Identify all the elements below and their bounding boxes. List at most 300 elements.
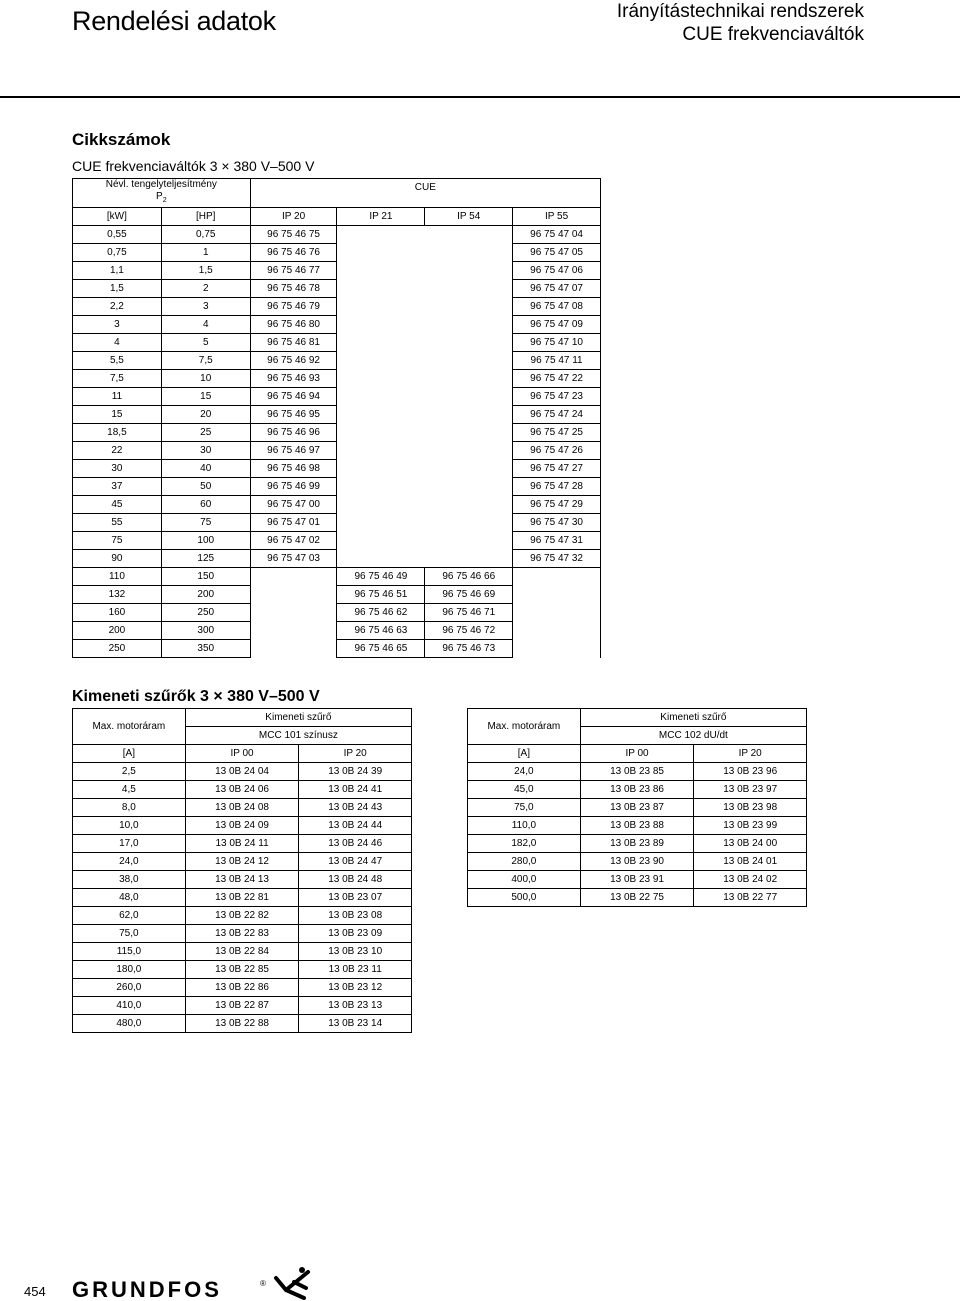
filter2-column-header-row <box>468 745 807 763</box>
filter2-cell: 182,0 <box>468 835 581 853</box>
filter1-cell: 260,0 <box>73 979 186 997</box>
cue-cell: 1,5 <box>161 262 250 280</box>
header-category: Irányítástechnikai rendszerek <box>616 1 864 22</box>
cue-row <box>73 424 601 442</box>
filter1-cell: 13 0B 22 82 <box>185 907 299 925</box>
filter1-cell: 13 0B 22 87 <box>185 997 299 1015</box>
cue-cell <box>425 334 513 352</box>
filter1-cell: 13 0B 24 39 <box>299 763 412 781</box>
cue-cell <box>337 406 425 424</box>
cue-row <box>73 280 601 298</box>
cue-cell: 96 75 47 27 <box>513 460 601 478</box>
cue-cell: 150 <box>161 568 250 586</box>
cue-column-header: [HP] <box>161 208 250 226</box>
cue-cell <box>425 442 513 460</box>
cue-cell <box>425 550 513 568</box>
filter2-cell: 13 0B 22 75 <box>580 889 694 907</box>
cue-cell: 110 <box>73 568 162 586</box>
cue-column-header: [kW] <box>73 208 162 226</box>
cue-cell: 200 <box>161 586 250 604</box>
cue-cell <box>425 406 513 424</box>
cue-cell: 96 75 47 08 <box>513 298 601 316</box>
cue-cell: 96 75 47 02 <box>250 532 337 550</box>
cue-cell <box>337 532 425 550</box>
cue-cell <box>425 316 513 334</box>
cue-cell: 96 75 47 03 <box>250 550 337 568</box>
filter1-cell: 13 0B 22 85 <box>185 961 299 979</box>
cue-cell: 11 <box>73 388 162 406</box>
cue-table <box>72 178 601 658</box>
filter2-column-header: IP 20 <box>694 745 807 763</box>
filter2-row <box>468 763 807 781</box>
filter2-row <box>468 853 807 871</box>
cue-cell: 96 75 46 76 <box>250 244 337 262</box>
filter-table-mcc102 <box>467 708 807 907</box>
filter1-cell: 62,0 <box>73 907 186 925</box>
cue-cell: 2 <box>161 280 250 298</box>
cue-cell <box>337 334 425 352</box>
cue-cell: 96 75 46 73 <box>425 640 513 658</box>
filter1-row <box>73 943 412 961</box>
filter2-cell: 13 0B 23 85 <box>580 763 694 781</box>
cue-cell: 96 75 47 22 <box>513 370 601 388</box>
cue-cell: 96 75 46 77 <box>250 262 337 280</box>
cue-cell: 96 75 47 06 <box>513 262 601 280</box>
filter1-cell: 13 0B 23 13 <box>299 997 412 1015</box>
filter1-row <box>73 907 412 925</box>
filter1-row <box>73 925 412 943</box>
filter2-cell: 13 0B 23 98 <box>694 799 807 817</box>
filter2-row <box>468 889 807 907</box>
cue-cell: 1 <box>161 244 250 262</box>
filter1-cell: 13 0B 24 06 <box>185 781 299 799</box>
filter1-cell: 13 0B 22 86 <box>185 979 299 997</box>
cue-cell: 50 <box>161 478 250 496</box>
filter2-cell: 280,0 <box>468 853 581 871</box>
cue-cell: 350 <box>161 640 250 658</box>
filter1-cell: 24,0 <box>73 853 186 871</box>
logo-registered-mark: ® <box>260 1279 266 1288</box>
filter1-cell: 13 0B 24 43 <box>299 799 412 817</box>
filter1-cell: 13 0B 24 44 <box>299 817 412 835</box>
grundfos-logo <box>72 1264 317 1300</box>
cue-cell <box>337 352 425 370</box>
cue-cell: 7,5 <box>161 352 250 370</box>
cue-cell: 96 75 46 66 <box>425 568 513 586</box>
filter2-header-model: MCC 102 dU/dt <box>580 727 806 745</box>
filter2-cell: 13 0B 23 88 <box>580 817 694 835</box>
filter1-cell: 13 0B 22 84 <box>185 943 299 961</box>
header-right <box>617 0 864 46</box>
cue-cell: 15 <box>73 406 162 424</box>
filter2-cell: 110,0 <box>468 817 581 835</box>
filter1-cell: 10,0 <box>73 817 186 835</box>
cue-cell <box>337 388 425 406</box>
filter1-cell: 13 0B 24 13 <box>185 871 299 889</box>
cue-header-power-sub: 2 <box>162 197 167 204</box>
filter1-cell: 13 0B 24 12 <box>185 853 299 871</box>
cue-cell: 0,75 <box>161 226 250 244</box>
filter1-cell: 13 0B 24 46 <box>299 835 412 853</box>
cue-row <box>73 406 601 424</box>
cue-cell: 100 <box>161 532 250 550</box>
cue-cell: 3 <box>161 298 250 316</box>
filter2-cell: 13 0B 23 91 <box>580 871 694 889</box>
cue-cell: 96 75 47 29 <box>513 496 601 514</box>
filter-table-mcc101 <box>72 708 412 1033</box>
filter1-cell: 180,0 <box>73 961 186 979</box>
cue-header-power-label: Névl. tengelyteljesítmény <box>105 179 217 190</box>
cue-row <box>73 262 601 280</box>
cue-cell: 160 <box>73 604 162 622</box>
filter1-cell: 13 0B 23 08 <box>299 907 412 925</box>
cue-row <box>73 550 601 568</box>
cue-cell: 96 75 46 99 <box>250 478 337 496</box>
filter1-cell: 480,0 <box>73 1015 186 1033</box>
cue-row <box>73 604 601 622</box>
filter2-row <box>468 781 807 799</box>
filter1-row <box>73 835 412 853</box>
cue-cell: 96 75 47 11 <box>513 352 601 370</box>
cue-row <box>73 640 601 658</box>
cue-cell <box>337 496 425 514</box>
cue-cell: 96 75 47 00 <box>250 496 337 514</box>
cue-cell <box>425 388 513 406</box>
cue-cell <box>513 604 601 622</box>
cue-cell: 96 75 46 97 <box>250 442 337 460</box>
filter2-cell: 400,0 <box>468 871 581 889</box>
filter2-header-group: Kimeneti szűrő <box>580 709 806 727</box>
cue-cell: 7,5 <box>73 370 162 388</box>
cue-cell <box>425 352 513 370</box>
cue-cell: 5,5 <box>73 352 162 370</box>
cue-cell: 96 75 46 81 <box>250 334 337 352</box>
filter1-cell: 13 0B 24 08 <box>185 799 299 817</box>
cue-cell <box>337 424 425 442</box>
cue-cell: 96 75 47 10 <box>513 334 601 352</box>
cue-cell: 3 <box>73 316 162 334</box>
cue-cell: 96 75 47 01 <box>250 514 337 532</box>
cue-cell: 0,75 <box>73 244 162 262</box>
filter2-cell: 13 0B 23 99 <box>694 817 807 835</box>
cue-cell: 96 75 46 71 <box>425 604 513 622</box>
cue-cell <box>250 622 337 640</box>
cue-cell <box>337 316 425 334</box>
cue-cell <box>513 622 601 640</box>
cue-cell: 1,1 <box>73 262 162 280</box>
cue-cell <box>250 568 337 586</box>
filter1-row <box>73 871 412 889</box>
cue-cell: 125 <box>161 550 250 568</box>
cue-row <box>73 460 601 478</box>
filter2-cell: 13 0B 23 97 <box>694 781 807 799</box>
cue-cell: 96 75 47 05 <box>513 244 601 262</box>
filter2-cell: 13 0B 23 87 <box>580 799 694 817</box>
filter2-cell: 75,0 <box>468 799 581 817</box>
cue-cell: 96 75 46 72 <box>425 622 513 640</box>
filter2-cell: 45,0 <box>468 781 581 799</box>
cue-cell: 96 75 46 51 <box>337 586 425 604</box>
cue-cell: 15 <box>161 388 250 406</box>
filter1-row <box>73 997 412 1015</box>
cue-cell: 96 75 46 78 <box>250 280 337 298</box>
filter1-row <box>73 1015 412 1033</box>
cue-cell <box>250 586 337 604</box>
cue-cell: 10 <box>161 370 250 388</box>
filter2-cell: 13 0B 24 01 <box>694 853 807 871</box>
logo-wordmark: GRUNDFOS <box>72 1277 222 1300</box>
cue-cell: 37 <box>73 478 162 496</box>
filter2-cell: 24,0 <box>468 763 581 781</box>
filter2-cell: 13 0B 24 00 <box>694 835 807 853</box>
cue-cell: 45 <box>73 496 162 514</box>
cue-cell: 75 <box>73 532 162 550</box>
cue-cell: 96 75 46 49 <box>337 568 425 586</box>
cue-cell: 250 <box>161 604 250 622</box>
filter1-header-model: MCC 101 színusz <box>185 727 411 745</box>
cue-cell: 20 <box>161 406 250 424</box>
cue-cell <box>337 442 425 460</box>
filter1-cell: 38,0 <box>73 871 186 889</box>
filter1-cell: 48,0 <box>73 889 186 907</box>
cue-cell <box>337 478 425 496</box>
cue-cell: 30 <box>73 460 162 478</box>
filter1-cell: 13 0B 23 09 <box>299 925 412 943</box>
cue-cell: 300 <box>161 622 250 640</box>
cue-cell <box>425 226 513 244</box>
section-title-filters: Kimeneti szűrők 3 × 380 V–500 V <box>72 688 320 705</box>
cue-cell <box>513 586 601 604</box>
cue-header-power-symbol <box>73 191 250 207</box>
cue-column-header-row <box>73 208 601 226</box>
cue-cell <box>425 298 513 316</box>
cue-cell: 200 <box>73 622 162 640</box>
cue-cell <box>250 640 337 658</box>
cue-row <box>73 352 601 370</box>
cue-row <box>73 622 601 640</box>
filter1-row <box>73 763 412 781</box>
page-title: Rendelési adatok <box>72 6 276 36</box>
cue-cell: 75 <box>161 514 250 532</box>
cue-cell: 5 <box>161 334 250 352</box>
cue-row <box>73 334 601 352</box>
filter1-cell: 13 0B 23 12 <box>299 979 412 997</box>
cue-row <box>73 226 601 244</box>
cue-cell <box>425 424 513 442</box>
cue-cell <box>425 370 513 388</box>
cue-cell <box>337 514 425 532</box>
filter2-cell: 13 0B 23 96 <box>694 763 807 781</box>
cue-cell: 30 <box>161 442 250 460</box>
filter1-cell: 13 0B 24 48 <box>299 871 412 889</box>
filter1-cell: 115,0 <box>73 943 186 961</box>
filter1-cell: 13 0B 22 81 <box>185 889 299 907</box>
header-subcategory: CUE frekvenciaváltók <box>682 24 864 45</box>
cue-row <box>73 532 601 550</box>
cue-cell: 25 <box>161 424 250 442</box>
filter2-cell: 13 0B 22 77 <box>694 889 807 907</box>
cue-cell: 96 75 46 65 <box>337 640 425 658</box>
filter2-column-header: [A] <box>468 745 581 763</box>
cue-cell <box>425 280 513 298</box>
filter1-column-header: IP 20 <box>299 745 412 763</box>
filter2-row <box>468 835 807 853</box>
cue-cell <box>337 280 425 298</box>
filter2-cell: 13 0B 23 86 <box>580 781 694 799</box>
cue-cell: 96 75 46 63 <box>337 622 425 640</box>
cue-cell: 96 75 46 92 <box>250 352 337 370</box>
cue-cell: 96 75 46 95 <box>250 406 337 424</box>
filter2-column-header: IP 00 <box>580 745 694 763</box>
cue-cell <box>337 298 425 316</box>
cue-cell <box>425 262 513 280</box>
cue-header-power <box>73 179 251 208</box>
cue-row <box>73 370 601 388</box>
cue-cell: 0,55 <box>73 226 162 244</box>
cue-column-header: IP 54 <box>425 208 513 226</box>
cue-cell: 96 75 46 69 <box>425 586 513 604</box>
cue-cell: 55 <box>73 514 162 532</box>
cue-cell: 250 <box>73 640 162 658</box>
cue-cell <box>513 568 601 586</box>
filter1-header-current: Max. motoráram <box>73 709 186 745</box>
cue-cell <box>337 226 425 244</box>
filter1-cell: 13 0B 24 47 <box>299 853 412 871</box>
section-title-cikkszamok: Cikkszámok <box>72 130 171 149</box>
filter1-row <box>73 781 412 799</box>
cue-row <box>73 568 601 586</box>
cue-cell <box>337 262 425 280</box>
section-subtitle-cue: CUE frekvenciaváltók 3 × 380 V–500 V <box>72 158 315 174</box>
cue-cell <box>337 370 425 388</box>
cue-cell: 96 75 47 32 <box>513 550 601 568</box>
cue-column-header: IP 20 <box>250 208 337 226</box>
filter2-header-current: Max. motoráram <box>468 709 581 745</box>
cue-cell: 96 75 47 04 <box>513 226 601 244</box>
cue-header-cue: CUE <box>250 179 600 208</box>
cue-cell: 96 75 46 93 <box>250 370 337 388</box>
cue-cell: 96 75 47 07 <box>513 280 601 298</box>
cue-cell: 18,5 <box>73 424 162 442</box>
filter2-row <box>468 871 807 889</box>
filter1-cell: 13 0B 23 10 <box>299 943 412 961</box>
cue-cell: 40 <box>161 460 250 478</box>
cue-row <box>73 478 601 496</box>
cue-cell: 96 75 47 24 <box>513 406 601 424</box>
cue-cell <box>337 460 425 478</box>
filter1-row <box>73 799 412 817</box>
cue-row <box>73 244 601 262</box>
cue-cell: 96 75 47 26 <box>513 442 601 460</box>
filter1-cell: 13 0B 22 83 <box>185 925 299 943</box>
cue-cell <box>425 532 513 550</box>
cue-cell <box>425 244 513 262</box>
filter1-cell: 2,5 <box>73 763 186 781</box>
cue-cell <box>250 604 337 622</box>
cue-cell <box>425 514 513 532</box>
cue-cell: 132 <box>73 586 162 604</box>
cue-row <box>73 298 601 316</box>
cue-cell <box>425 496 513 514</box>
cue-cell <box>425 460 513 478</box>
filter1-header-group: Kimeneti szűrő <box>185 709 411 727</box>
filter2-cell: 13 0B 23 89 <box>580 835 694 853</box>
filter1-cell: 13 0B 24 41 <box>299 781 412 799</box>
cue-cell: 4 <box>161 316 250 334</box>
filter1-row <box>73 961 412 979</box>
cue-cell: 96 75 47 30 <box>513 514 601 532</box>
cue-cell: 96 75 47 09 <box>513 316 601 334</box>
filter2-row <box>468 817 807 835</box>
cue-cell: 96 75 47 23 <box>513 388 601 406</box>
filter1-cell: 13 0B 24 04 <box>185 763 299 781</box>
cue-row <box>73 514 601 532</box>
filter1-cell: 4,5 <box>73 781 186 799</box>
filter1-cell: 13 0B 23 11 <box>299 961 412 979</box>
cue-cell <box>337 244 425 262</box>
filter1-row <box>73 853 412 871</box>
cue-cell: 96 75 47 31 <box>513 532 601 550</box>
filter1-cell: 13 0B 22 88 <box>185 1015 299 1033</box>
cue-cell: 90 <box>73 550 162 568</box>
cue-cell: 4 <box>73 334 162 352</box>
filter1-cell: 17,0 <box>73 835 186 853</box>
cue-row <box>73 586 601 604</box>
header-divider <box>0 96 960 98</box>
cue-row <box>73 442 601 460</box>
cue-column-header: IP 21 <box>337 208 425 226</box>
cue-column-header: IP 55 <box>513 208 601 226</box>
cue-cell: 96 75 47 25 <box>513 424 601 442</box>
filter2-cell: 13 0B 24 02 <box>694 871 807 889</box>
logo-figure-icon <box>276 1267 308 1298</box>
cue-cell <box>513 640 601 658</box>
cue-cell: 96 75 46 96 <box>250 424 337 442</box>
cue-cell: 96 75 46 75 <box>250 226 337 244</box>
cue-cell: 1,5 <box>73 280 162 298</box>
filter1-column-header: [A] <box>73 745 186 763</box>
filter1-cell: 410,0 <box>73 997 186 1015</box>
filter2-cell: 500,0 <box>468 889 581 907</box>
filter1-row <box>73 817 412 835</box>
cue-cell: 2,2 <box>73 298 162 316</box>
filter1-column-header-row <box>73 745 412 763</box>
cue-cell <box>337 550 425 568</box>
page-number: 454 <box>24 1284 46 1299</box>
cue-header-power-sym: P <box>156 191 163 202</box>
filter2-cell: 13 0B 23 90 <box>580 853 694 871</box>
cue-cell: 96 75 46 79 <box>250 298 337 316</box>
filter1-cell: 13 0B 23 07 <box>299 889 412 907</box>
filter1-cell: 13 0B 24 09 <box>185 817 299 835</box>
cue-row <box>73 316 601 334</box>
filter2-row <box>468 799 807 817</box>
cue-cell: 96 75 46 98 <box>250 460 337 478</box>
cue-cell: 96 75 47 28 <box>513 478 601 496</box>
cue-cell: 96 75 46 80 <box>250 316 337 334</box>
filter1-cell: 8,0 <box>73 799 186 817</box>
cue-cell <box>425 478 513 496</box>
filter1-cell: 13 0B 23 14 <box>299 1015 412 1033</box>
cue-cell: 96 75 46 94 <box>250 388 337 406</box>
cue-cell: 60 <box>161 496 250 514</box>
filter1-cell: 75,0 <box>73 925 186 943</box>
cue-row <box>73 496 601 514</box>
cue-cell: 96 75 46 62 <box>337 604 425 622</box>
cue-row <box>73 388 601 406</box>
cue-cell: 22 <box>73 442 162 460</box>
filter1-row <box>73 889 412 907</box>
